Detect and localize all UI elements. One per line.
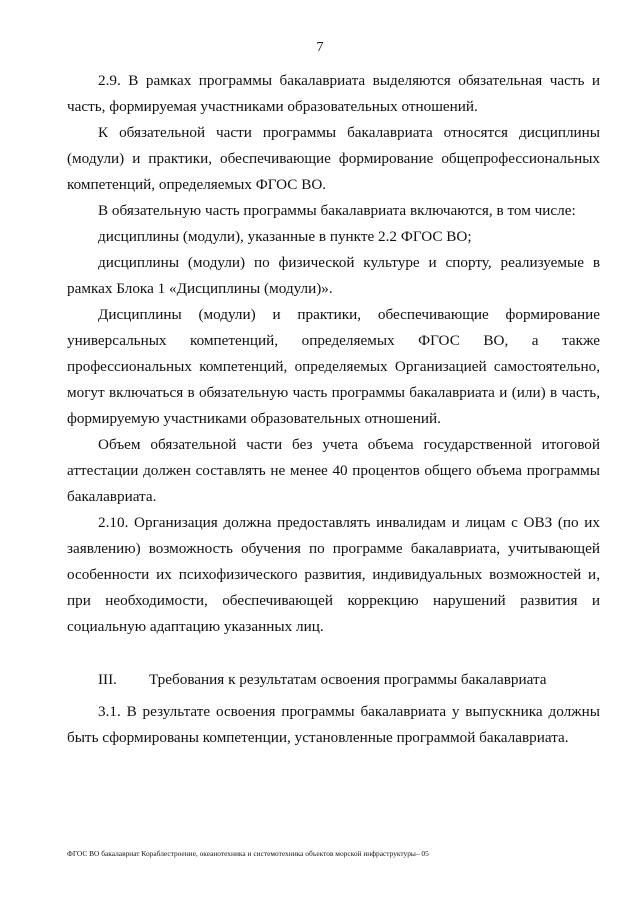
page-footer: ФГОС ВО бакалавриат Кораблестроение, океанотехника и системотехника объектов морской инфраструктуры– 05 xyxy=(67,849,429,858)
section-heading xyxy=(67,667,600,693)
paragraph-physical-culture-item: дисциплины (модули) по физической культуре и спорту, реализуемые в рамках Блока 1 «Дисциплины (модули)». xyxy=(67,254,600,297)
paragraph-universal-competencies: Дисциплины (модули) и практики, обеспечивающие формирование универсальных компетенций, определяемых ФГОС ВО, а также профессиональных компетенций, определяемых Организацией самостоятельно, могут включаться в обязательную часть программы бакалавриата и (или) в часть, формируемую участниками образовательных отношений. xyxy=(67,306,600,427)
paragraph-mandatory-part: К обязательной части программы бакалавриата относятся дисциплины (модули) и практики, обеспечивающие формирование общепрофессиональных компетенций, определяемых ФГОС ВО. xyxy=(67,124,600,193)
paragraph-2-10: 2.10. Организация должна предоставлять инвалидам и лицам с ОВЗ (по их заявлению) возможность обучения по программе бакалавриата, учитывающей особенности их психофизического развития, индивидуальных возможностей и, при необходимости, обеспечивающей коррекцию нарушений развития и социальную адаптацию указанных лиц. xyxy=(67,514,600,635)
paragraph-2-9: 2.9. В рамках программы бакалавриата выделяются обязательная часть и часть, формируемая участниками образовательных отношений. xyxy=(67,72,600,115)
document-body xyxy=(67,68,600,751)
paragraph-disciplines-item: дисциплины (модули), указанные в пункте 2.2 ФГОС ВО; xyxy=(98,228,472,245)
paragraph-mandatory-includes: В обязательную часть программы бакалавриата включаются, в том числе: xyxy=(98,202,576,219)
section-number: III. xyxy=(98,671,117,688)
page-number: 7 xyxy=(316,40,324,55)
section-title: Требования к результатам освоения программы бакалавриата xyxy=(148,671,547,688)
section-gap xyxy=(67,640,600,667)
paragraph-volume: Объем обязательной части без учета объема государственной итоговой аттестации должен составлять не менее 40 процентов общего объема программы бакалавриата. xyxy=(67,436,600,505)
paragraph-3-1: 3.1. В результате освоения программы бакалавриата у выпускника должны быть сформированы компетенции, установленные программой бакалавриата. xyxy=(67,703,600,746)
